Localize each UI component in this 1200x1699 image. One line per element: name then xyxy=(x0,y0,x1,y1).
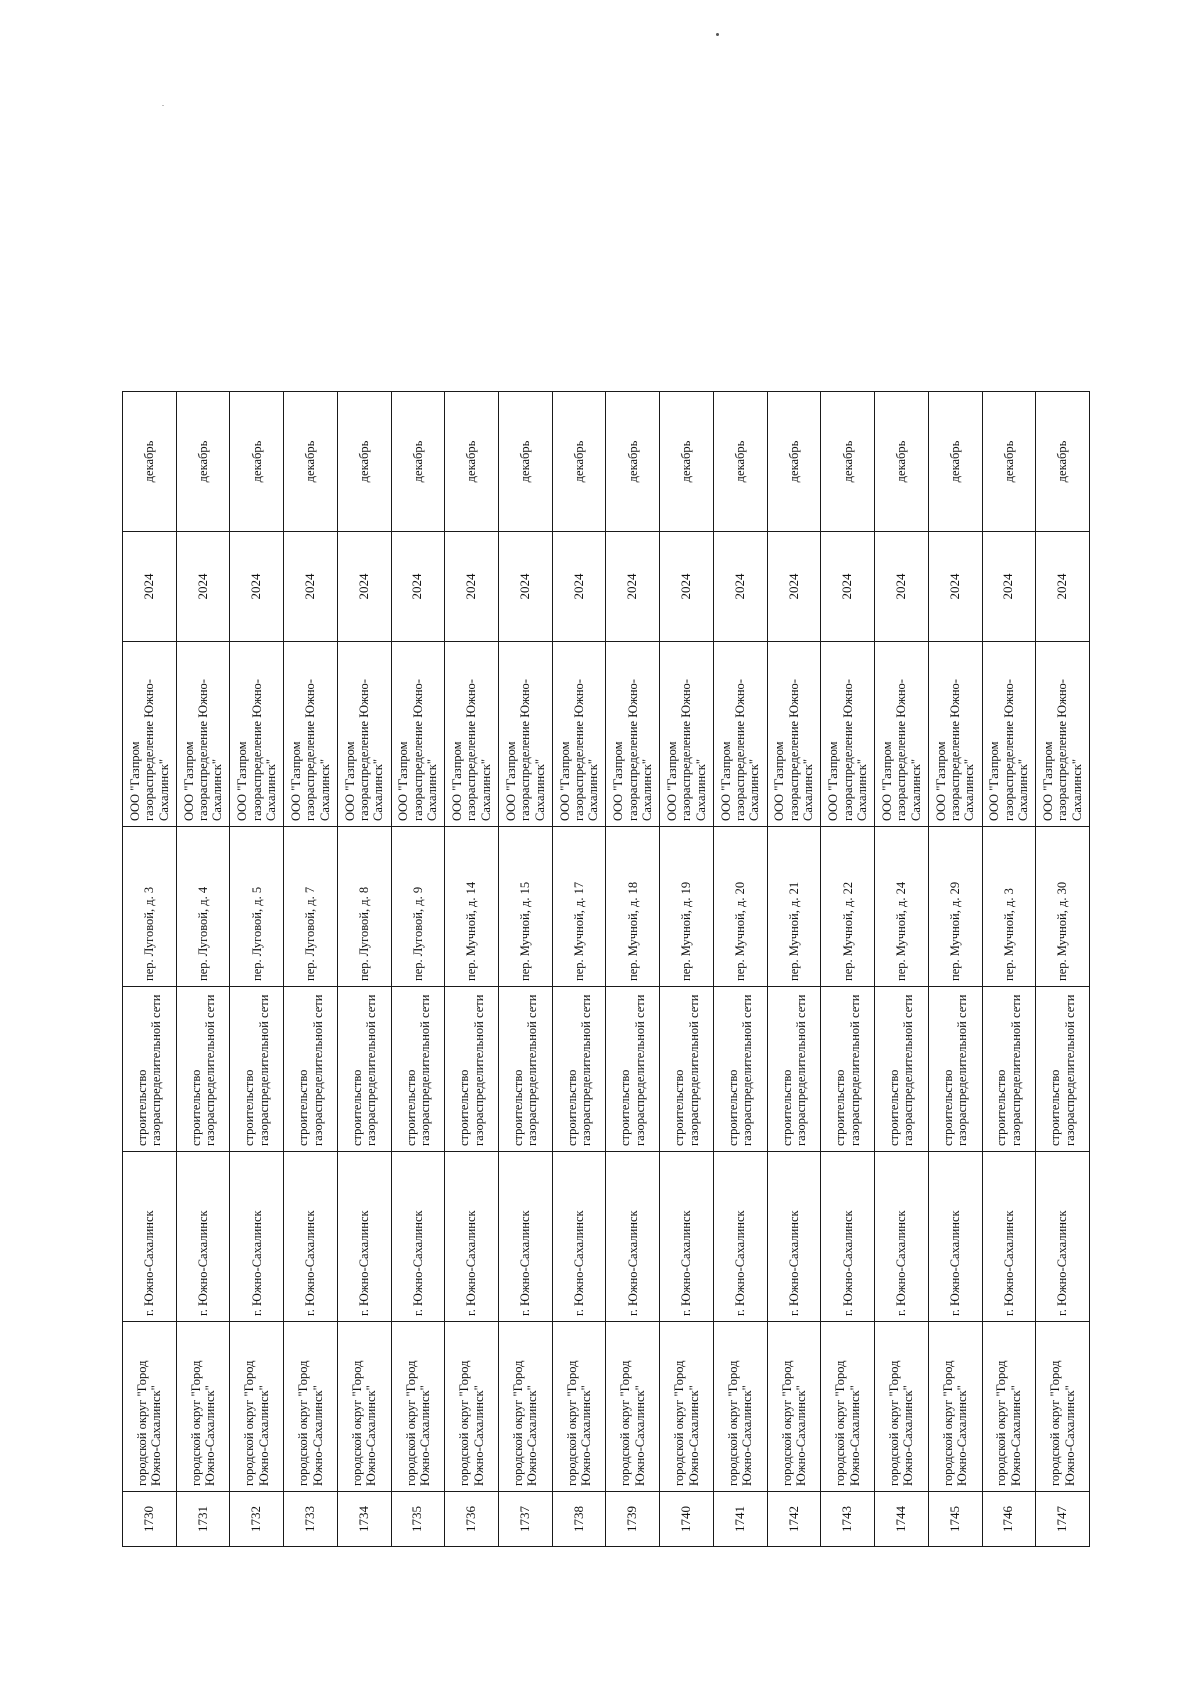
district-cell: городской округ "Город Южно-Сахалинск" xyxy=(928,1322,982,1492)
settlement-cell: г. Южно-Сахалинск xyxy=(284,1152,338,1322)
district-cell: городской округ "Город Южно-Сахалинск" xyxy=(230,1322,284,1492)
district-cell: городской округ "Город Южно-Сахалинск" xyxy=(123,1322,177,1492)
year-cell: 2024 xyxy=(767,532,821,642)
table-row xyxy=(821,392,875,1547)
table-row xyxy=(928,392,982,1547)
year-cell: 2024 xyxy=(499,532,553,642)
settlement-cell: г. Южно-Сахалинск xyxy=(713,1152,767,1322)
table-row xyxy=(391,392,445,1547)
month-cell: декабрь xyxy=(875,392,929,532)
address-cell: пер. Луговой, д. 8 xyxy=(337,827,391,987)
row-number-cell: 1746 xyxy=(982,1492,1036,1547)
row-number-cell: 1743 xyxy=(821,1492,875,1547)
month-cell: декабрь xyxy=(928,392,982,532)
settlement-cell: г. Южно-Сахалинск xyxy=(1036,1152,1090,1322)
row-number-cell: 1745 xyxy=(928,1492,982,1547)
year-cell: 2024 xyxy=(982,532,1036,642)
settlement-cell: г. Южно-Сахалинск xyxy=(176,1152,230,1322)
month-cell: декабрь xyxy=(230,392,284,532)
row-number-cell: 1740 xyxy=(660,1492,714,1547)
month-cell: декабрь xyxy=(1036,392,1090,532)
address-cell: пер. Луговой, д. 9 xyxy=(391,827,445,987)
month-cell: декабрь xyxy=(821,392,875,532)
row-number-cell: 1732 xyxy=(230,1492,284,1547)
year-cell: 2024 xyxy=(713,532,767,642)
month-cell: декабрь xyxy=(337,392,391,532)
year-cell: 2024 xyxy=(123,532,177,642)
table-row xyxy=(713,392,767,1547)
district-cell: городской округ "Город Южно-Сахалинск" xyxy=(767,1322,821,1492)
address-cell: пер. Луговой, д. 5 xyxy=(230,827,284,987)
month-cell: декабрь xyxy=(176,392,230,532)
settlement-cell: г. Южно-Сахалинск xyxy=(875,1152,929,1322)
year-cell: 2024 xyxy=(230,532,284,642)
address-cell: пер. Мучной, д. 19 xyxy=(660,827,714,987)
table-row xyxy=(499,392,553,1547)
company-cell: ООО "Газпром газораспределение Южно-Сахалинск" xyxy=(767,642,821,827)
settlement-cell: г. Южно-Сахалинск xyxy=(337,1152,391,1322)
work-type-cell: строительство газораспределительной сети xyxy=(176,987,230,1152)
row-number-cell: 1739 xyxy=(606,1492,660,1547)
address-cell: пер. Мучной, д. 29 xyxy=(928,827,982,987)
settlement-cell: г. Южно-Сахалинск xyxy=(445,1152,499,1322)
month-cell: декабрь xyxy=(767,392,821,532)
district-cell: городской округ "Город Южно-Сахалинск" xyxy=(982,1322,1036,1492)
company-cell: ООО "Газпром газораспределение Южно-Сахалинск" xyxy=(230,642,284,827)
row-number-cell: 1733 xyxy=(284,1492,338,1547)
row-number-cell: 1735 xyxy=(391,1492,445,1547)
company-cell: ООО "Газпром газораспределение Южно-Сахалинск" xyxy=(284,642,338,827)
year-cell: 2024 xyxy=(391,532,445,642)
district-cell: городской округ "Город Южно-Сахалинск" xyxy=(499,1322,553,1492)
company-cell: ООО "Газпром газораспределение Южно-Сахалинск" xyxy=(1036,642,1090,827)
work-type-cell: строительство газораспределительной сети xyxy=(1036,987,1090,1152)
year-cell: 2024 xyxy=(284,532,338,642)
table-row xyxy=(875,392,929,1547)
row-number-cell: 1747 xyxy=(1036,1492,1090,1547)
district-cell: городской округ "Город Южно-Сахалинск" xyxy=(391,1322,445,1492)
row-number-cell: 1730 xyxy=(123,1492,177,1547)
district-cell: городской округ "Город Южно-Сахалинск" xyxy=(552,1322,606,1492)
settlement-cell: г. Южно-Сахалинск xyxy=(230,1152,284,1322)
district-cell: городской округ "Город Южно-Сахалинск" xyxy=(284,1322,338,1492)
address-cell: пер. Мучной, д. 21 xyxy=(767,827,821,987)
year-cell: 2024 xyxy=(552,532,606,642)
year-cell: 2024 xyxy=(875,532,929,642)
table-row xyxy=(284,392,338,1547)
settlement-cell: г. Южно-Сахалинск xyxy=(499,1152,553,1322)
settlement-cell: г. Южно-Сахалинск xyxy=(767,1152,821,1322)
scan-speck xyxy=(716,33,719,36)
district-cell: городской округ "Город Южно-Сахалинск" xyxy=(445,1322,499,1492)
district-cell: городской округ "Город Южно-Сахалинск" xyxy=(660,1322,714,1492)
month-cell: декабрь xyxy=(391,392,445,532)
settlement-cell: г. Южно-Сахалинск xyxy=(982,1152,1036,1322)
work-type-cell: строительство газораспределительной сети xyxy=(123,987,177,1152)
row-number-cell: 1736 xyxy=(445,1492,499,1547)
row-number-cell: 1737 xyxy=(499,1492,553,1547)
table-row xyxy=(123,392,177,1547)
row-number-cell: 1738 xyxy=(552,1492,606,1547)
work-type-cell: строительство газораспределительной сети xyxy=(445,987,499,1152)
settlement-cell: г. Южно-Сахалинск xyxy=(928,1152,982,1322)
year-cell: 2024 xyxy=(606,532,660,642)
address-cell: пер. Луговой, д. 4 xyxy=(176,827,230,987)
table-row xyxy=(767,392,821,1547)
address-cell: пер. Мучной, д. 3 xyxy=(982,827,1036,987)
company-cell: ООО "Газпром газораспределение Южно-Сахалинск" xyxy=(660,642,714,827)
month-cell: декабрь xyxy=(499,392,553,532)
year-cell: 2024 xyxy=(821,532,875,642)
address-cell: пер. Мучной, д. 15 xyxy=(499,827,553,987)
work-type-cell: строительство газораспределительной сети xyxy=(284,987,338,1152)
month-cell: декабрь xyxy=(713,392,767,532)
company-cell: ООО "Газпром газораспределение Южно-Сахалинск" xyxy=(176,642,230,827)
work-type-cell: строительство газораспределительной сети xyxy=(230,987,284,1152)
address-cell: пер. Мучной, д. 17 xyxy=(552,827,606,987)
company-cell: ООО "Газпром газораспределение Южно-Сахалинск" xyxy=(821,642,875,827)
table-row xyxy=(1036,392,1090,1547)
settlement-cell: г. Южно-Сахалинск xyxy=(391,1152,445,1322)
company-cell: ООО "Газпром газораспределение Южно-Сахалинск" xyxy=(552,642,606,827)
table-row xyxy=(230,392,284,1547)
company-cell: ООО "Газпром газораспределение Южно-Сахалинск" xyxy=(606,642,660,827)
district-cell: городской округ "Город Южно-Сахалинск" xyxy=(337,1322,391,1492)
month-cell: декабрь xyxy=(660,392,714,532)
row-number-cell: 1741 xyxy=(713,1492,767,1547)
work-type-cell: строительство газораспределительной сети xyxy=(928,987,982,1152)
work-type-cell: строительство газораспределительной сети xyxy=(660,987,714,1152)
company-cell: ООО "Газпром газораспределение Южно-Сахалинск" xyxy=(875,642,929,827)
company-cell: ООО "Газпром газораспределение Южно-Сахалинск" xyxy=(445,642,499,827)
scan-speck xyxy=(162,105,164,106)
district-cell: городской округ "Город Южно-Сахалинск" xyxy=(606,1322,660,1492)
address-cell: пер. Мучной, д. 18 xyxy=(606,827,660,987)
gas-network-register-table xyxy=(122,391,1090,1547)
address-cell: пер. Луговой, д. 3 xyxy=(123,827,177,987)
table-row xyxy=(552,392,606,1547)
month-cell: декабрь xyxy=(123,392,177,532)
work-type-cell: строительство газораспределительной сети xyxy=(606,987,660,1152)
row-number-cell: 1734 xyxy=(337,1492,391,1547)
table-row xyxy=(982,392,1036,1547)
work-type-cell: строительство газораспределительной сети xyxy=(875,987,929,1152)
settlement-cell: г. Южно-Сахалинск xyxy=(552,1152,606,1322)
year-cell: 2024 xyxy=(928,532,982,642)
table-body xyxy=(123,392,1090,1547)
work-type-cell: строительство газораспределительной сети xyxy=(982,987,1036,1152)
settlement-cell: г. Южно-Сахалинск xyxy=(660,1152,714,1322)
district-cell: городской округ "Город Южно-Сахалинск" xyxy=(875,1322,929,1492)
company-cell: ООО "Газпром газораспределение Южно-Сахалинск" xyxy=(391,642,445,827)
company-cell: ООО "Газпром газораспределение Южно-Сахалинск" xyxy=(499,642,553,827)
district-cell: городской округ "Город Южно-Сахалинск" xyxy=(176,1322,230,1492)
month-cell: декабрь xyxy=(982,392,1036,532)
company-cell: ООО "Газпром газораспределение Южно-Сахалинск" xyxy=(337,642,391,827)
year-cell: 2024 xyxy=(445,532,499,642)
settlement-cell: г. Южно-Сахалинск xyxy=(606,1152,660,1322)
address-cell: пер. Луговой, д. 7 xyxy=(284,827,338,987)
month-cell: декабрь xyxy=(445,392,499,532)
row-number-cell: 1731 xyxy=(176,1492,230,1547)
year-cell: 2024 xyxy=(660,532,714,642)
year-cell: 2024 xyxy=(176,532,230,642)
address-cell: пер. Мучной, д. 30 xyxy=(1036,827,1090,987)
year-cell: 2024 xyxy=(1036,532,1090,642)
work-type-cell: строительство газораспределительной сети xyxy=(767,987,821,1152)
row-number-cell: 1744 xyxy=(875,1492,929,1547)
address-cell: пер. Мучной, д. 22 xyxy=(821,827,875,987)
address-cell: пер. Мучной, д. 24 xyxy=(875,827,929,987)
table-row xyxy=(660,392,714,1547)
table-row xyxy=(606,392,660,1547)
table-row xyxy=(176,392,230,1547)
settlement-cell: г. Южно-Сахалинск xyxy=(123,1152,177,1322)
district-cell: городской округ "Город Южно-Сахалинск" xyxy=(821,1322,875,1492)
month-cell: декабрь xyxy=(606,392,660,532)
work-type-cell: строительство газораспределительной сети xyxy=(391,987,445,1152)
company-cell: ООО "Газпром газораспределение Южно-Сахалинск" xyxy=(123,642,177,827)
work-type-cell: строительство газораспределительной сети xyxy=(821,987,875,1152)
settlement-cell: г. Южно-Сахалинск xyxy=(821,1152,875,1322)
rotated-table-container xyxy=(122,392,1090,1547)
row-number-cell: 1742 xyxy=(767,1492,821,1547)
company-cell: ООО "Газпром газораспределение Южно-Сахалинск" xyxy=(928,642,982,827)
month-cell: декабрь xyxy=(284,392,338,532)
table-row xyxy=(337,392,391,1547)
work-type-cell: строительство газораспределительной сети xyxy=(337,987,391,1152)
district-cell: городской округ "Город Южно-Сахалинск" xyxy=(1036,1322,1090,1492)
table-row xyxy=(445,392,499,1547)
address-cell: пер. Мучной, д. 14 xyxy=(445,827,499,987)
address-cell: пер. Мучной, д. 20 xyxy=(713,827,767,987)
company-cell: ООО "Газпром газораспределение Южно-Сахалинск" xyxy=(982,642,1036,827)
district-cell: городской округ "Город Южно-Сахалинск" xyxy=(713,1322,767,1492)
work-type-cell: строительство газораспределительной сети xyxy=(552,987,606,1152)
year-cell: 2024 xyxy=(337,532,391,642)
company-cell: ООО "Газпром газораспределение Южно-Сахалинск" xyxy=(713,642,767,827)
work-type-cell: строительство газораспределительной сети xyxy=(499,987,553,1152)
month-cell: декабрь xyxy=(552,392,606,532)
work-type-cell: строительство газораспределительной сети xyxy=(713,987,767,1152)
